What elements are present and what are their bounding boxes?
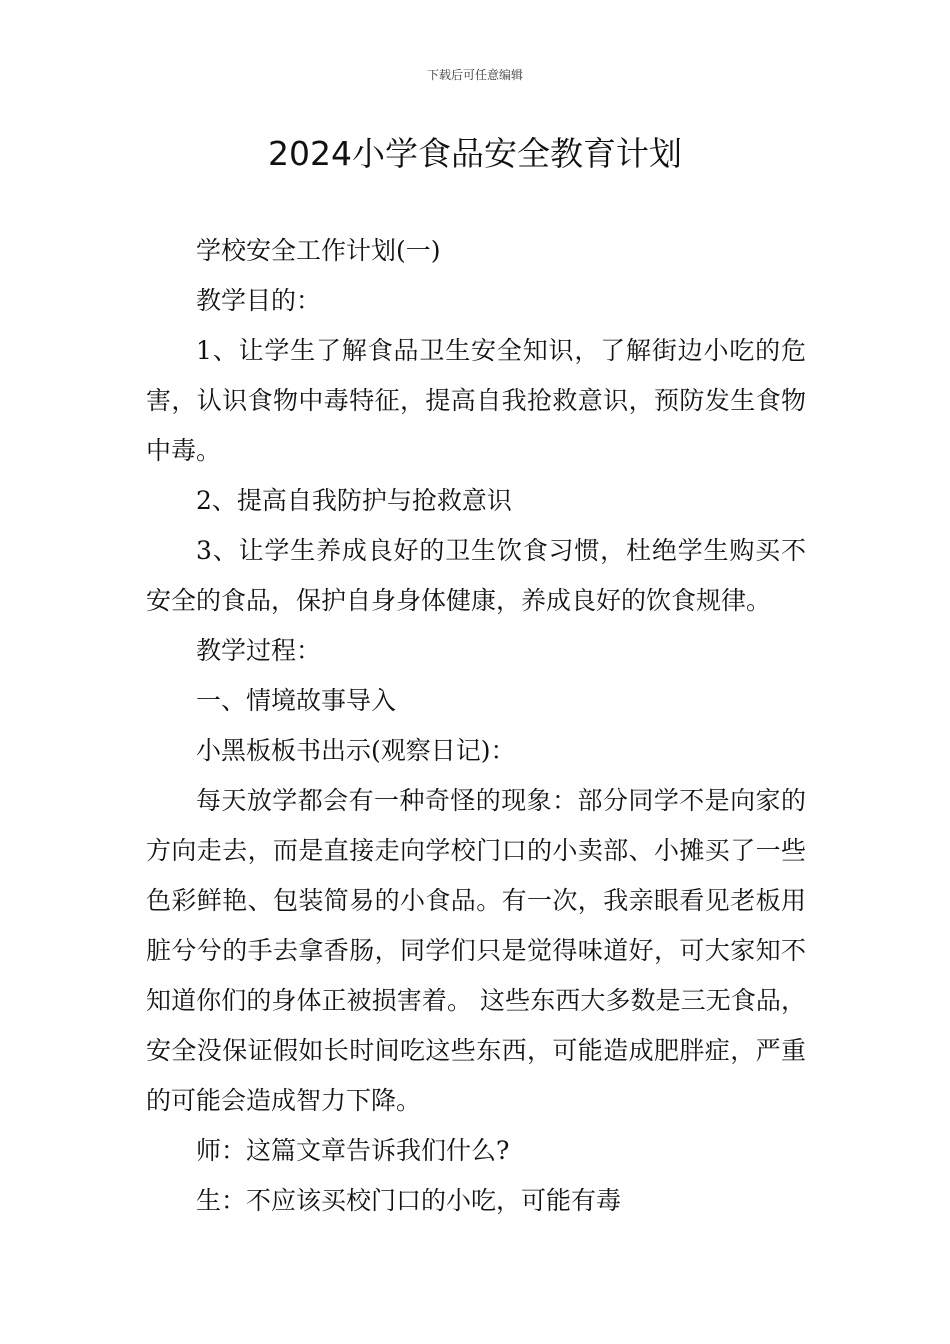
paragraph-student-answer: 生：不应该买校门口的小吃，可能有毒 bbox=[196, 1186, 622, 1215]
paragraph-section-1: 一、情境故事导入 bbox=[196, 686, 397, 715]
paragraph-diary: 每天放学都会有一种奇怪的现象：部分同学不是向家的方向走去，而是直接走向学校门口的小卖部、小摊买了一些色彩鲜艳、包装简易的小食品。有一次，我亲眼看见老板用脏兮兮的手去拿香肠，同学们只是觉得味道好，可大家知不知道你们的身体正被损害着。 这些东西大多数是三无食品，安全没保证假如长时间吃这些东西，可能造成肥胖症，严重的可能会造成智力下降。 bbox=[146, 786, 806, 1115]
paragraph-objective-3: 3、让学生养成良好的卫生饮食习惯，杜绝学生购买不安全的食品，保护自身身体健康，养成良好的饮食规律。 bbox=[146, 536, 806, 615]
header-note: 下载后可任意编辑 bbox=[426, 68, 523, 82]
document-body bbox=[146, 226, 806, 1226]
paragraph-objective-1: 1、让学生了解食品卫生安全知识，了解街边小吃的危害，认识食物中毒特征，提高自我抢救意识，预防发生食物中毒。 bbox=[146, 336, 806, 465]
paragraph-plan-heading: 学校安全工作计划(一) bbox=[196, 236, 441, 265]
paragraph-objectives-label: 教学目的： bbox=[196, 286, 322, 315]
document-title: 2024小学食品安全教育计划 bbox=[268, 134, 682, 173]
paragraph-objective-2: 2、提高自我防护与抢救意识 bbox=[196, 486, 512, 515]
paragraph-process-label: 教学过程： bbox=[196, 636, 322, 665]
paragraph-teacher-question: 师：这篇文章告诉我们什么? bbox=[196, 1136, 510, 1165]
paragraph-blackboard: 小黑板板书出示(观察日记)： bbox=[196, 736, 516, 765]
